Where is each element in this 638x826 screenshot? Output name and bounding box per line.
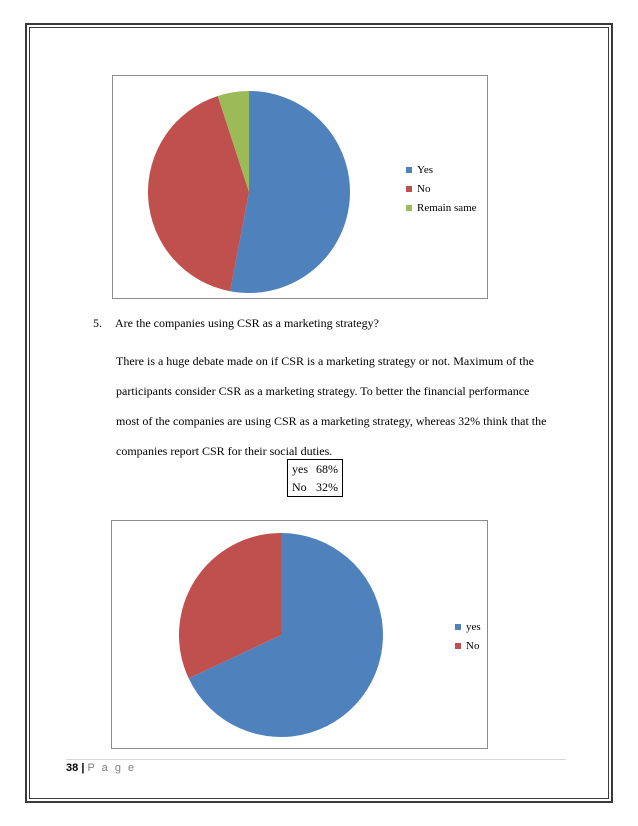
paragraph-line: participants consider CSR as a marketing strategy. To better the financial performance: [116, 384, 530, 398]
legend-item: [455, 617, 481, 636]
response-table: [287, 459, 343, 497]
question-item: [93, 316, 379, 331]
table-cell-value: 68%: [316, 462, 338, 476]
legend-swatch: [455, 624, 461, 630]
legend-label: Remain same: [417, 201, 477, 214]
question-text: Are the companies using CSR as a marketing strategy?: [115, 316, 379, 330]
legend-item: [406, 179, 477, 198]
legend-label: yes: [466, 620, 481, 633]
question-number: 5.: [93, 316, 102, 330]
legend-label: No: [466, 639, 480, 652]
paragraph-line: companies report CSR for their social duties.: [116, 444, 333, 458]
pie-chart-svg: [112, 521, 487, 748]
chart-legend: [406, 160, 477, 217]
paragraph-line: most of the companies are using CSR as a marketing strategy, whereas 32% think that the: [116, 414, 547, 428]
page-label: P a g e: [87, 762, 137, 774]
table-cell-label: No: [292, 480, 307, 494]
legend-swatch: [455, 643, 461, 649]
table-cell-value: 32%: [316, 480, 338, 494]
legend-item: [406, 160, 477, 179]
legend-swatch: [406, 205, 412, 211]
page-footer: [66, 762, 136, 774]
legend-item: [455, 636, 481, 655]
legend-swatch: [406, 186, 412, 192]
footer-separator: |: [81, 762, 85, 774]
legend-label: Yes: [417, 163, 434, 176]
legend-label: No: [417, 182, 431, 195]
footer-divider: [66, 759, 566, 760]
table-row: [288, 460, 343, 479]
table-cell-label: yes: [292, 462, 308, 476]
paragraph-line: There is a huge debate made on if CSR is a marketing strategy or not. Maximum of the: [116, 354, 534, 368]
legend-item: [406, 198, 477, 217]
page-number: 38: [66, 762, 79, 774]
table-row: [288, 478, 343, 497]
legend-swatch: [406, 167, 412, 173]
chart-legend: [455, 617, 481, 655]
pie-chart-csr-marketing: [111, 520, 488, 749]
answer-paragraph: [116, 346, 576, 466]
pie-chart-csr-effect: [112, 75, 488, 299]
